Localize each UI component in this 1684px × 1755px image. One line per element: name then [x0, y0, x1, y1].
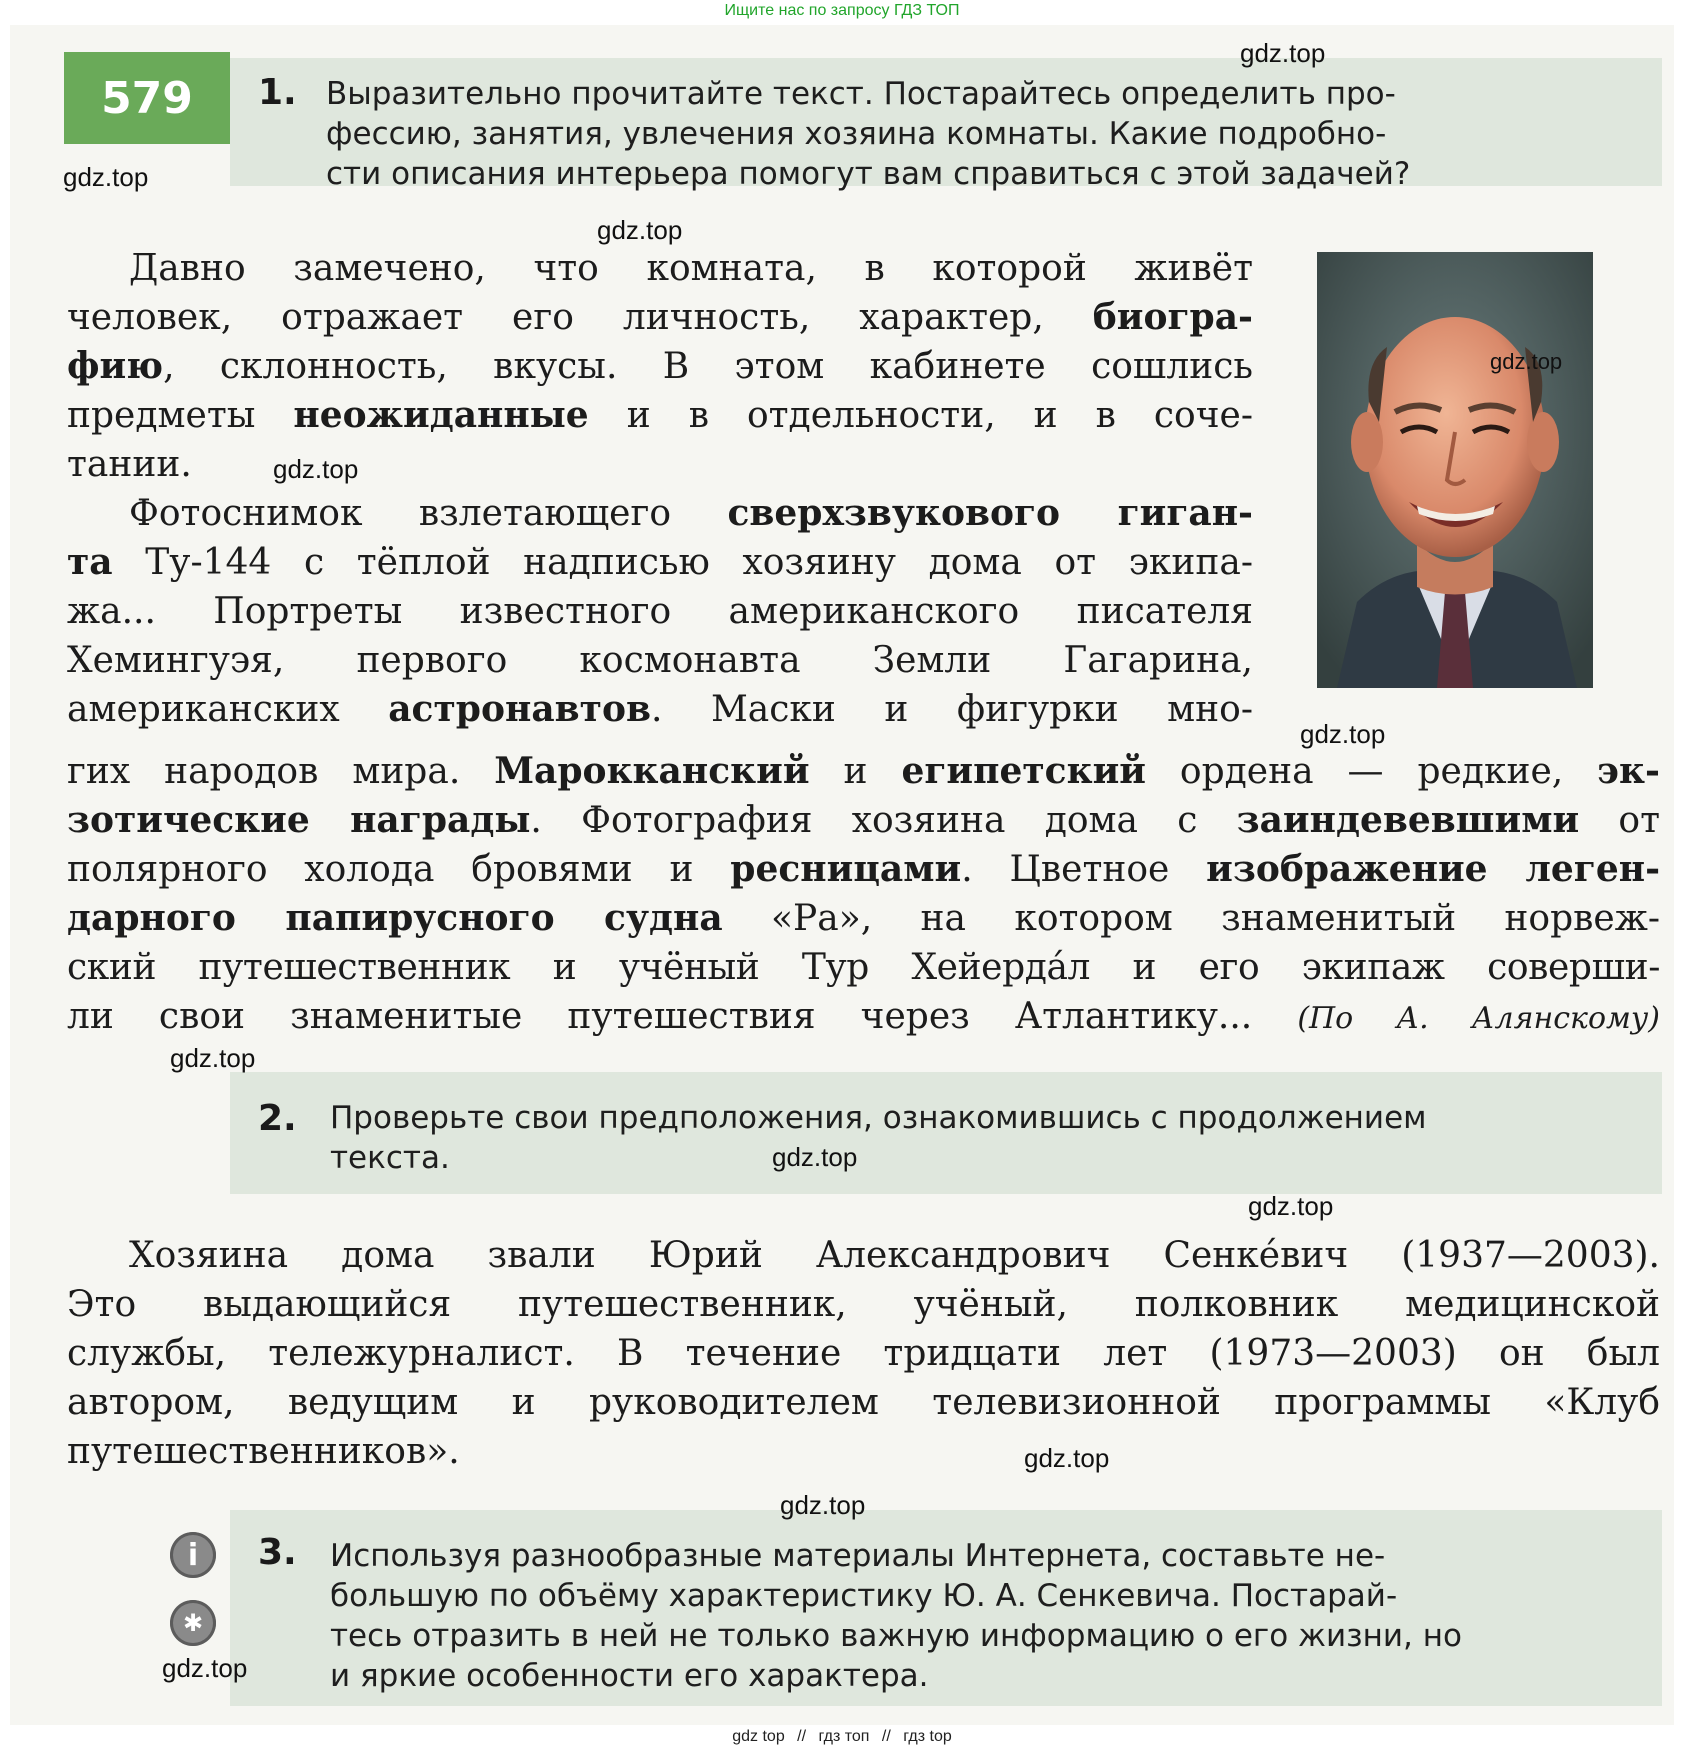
footer-links — [0, 1728, 1684, 1746]
text-line: американских астронавтов. Маски и фигурки мно- — [67, 688, 1254, 730]
footer-link-1[interactable]: gdz top — [732, 1728, 785, 1745]
info-icon: i — [170, 1532, 216, 1578]
footer-link-2[interactable]: гдз топ — [818, 1728, 870, 1745]
text-line: фию, склонность, вкусы. В этом кабинете сошлись — [67, 345, 1253, 387]
watermark: gdz.top — [162, 1653, 248, 1683]
text-line: гих народов мира. Марокканский и египетский ордена — редкие, эк- — [67, 750, 1660, 792]
text-line: жа... Портреты известного американского писателя — [67, 591, 1253, 632]
watermark: gdz.top — [597, 215, 683, 245]
portrait-illustration — [1317, 252, 1593, 688]
text-line: полярного холода бровями и ресницами. Цветное изображение леген- — [67, 848, 1661, 890]
watermark: gdz.top — [772, 1142, 858, 1172]
watermark: gdz.top — [1024, 1443, 1110, 1473]
text-line: ский путешественник и учёный Тур Хейерда́л и его экипаж соверши- — [67, 947, 1660, 988]
watermark: gdz.top — [1240, 38, 1326, 68]
text-line: человек, отражает его личность, характер, биогра- — [67, 296, 1253, 338]
text-line: зотические награды. Фотография хозяина дома с заиндевевшими от — [67, 799, 1660, 841]
task-1-number: 1. — [258, 72, 297, 113]
watermark: gdz.top — [170, 1043, 256, 1073]
main-text-narrow — [67, 244, 1253, 734]
text-line: Фотоснимок взлетающего сверхзвукового гиган- — [129, 492, 1254, 534]
task-3-number: 3. — [258, 1532, 297, 1573]
watermark: gdz.top — [273, 454, 359, 484]
watermark: gdz.top — [63, 162, 149, 192]
task-2-number: 2. — [258, 1098, 297, 1139]
watermark: gdz.top — [780, 1490, 866, 1520]
text-line: Это выдающийся путешественник, учёный, полковник медицинской — [67, 1284, 1660, 1325]
text-line: службы, тележурналист. В течение тридцати лет (1973—2003) он был — [67, 1333, 1660, 1374]
task-3-text: Используя разнообразные материалы Интернета, составьте не- большую по объёму характеристику Ю. А. Сенкевича. Постарай- тесь отразить в ней не только важную информацию о его жизни, но и яркие особенности его характера. — [330, 1538, 1462, 1694]
footer-separator: // — [797, 1728, 807, 1745]
watermark: gdz.top — [1300, 719, 1386, 749]
text-line: Давно замечено, что комната, в которой живёт — [129, 248, 1253, 289]
continuation-text — [67, 1231, 1660, 1476]
watermark: gdz.top — [1248, 1191, 1334, 1221]
task-1-text: Выразительно прочитайте текст. Постарайтесь определить про- фессию, занятия, увлечения хозяина комнаты. Какие подробно- сти описания интерьера помогут вам справиться с этой задачей? — [326, 76, 1411, 192]
text-line: предметы неожиданные и в отдельности, и в соче- — [67, 394, 1253, 436]
portrait-photo — [1317, 252, 1593, 688]
search-hint-link[interactable]: Ищите нас по запросу ГДЗ ТОП — [724, 2, 960, 19]
text-line: дарного папирусного судна «Ра», на котором знаменитый норвеж- — [67, 897, 1660, 939]
text-line: Хемингуэя, первого космонавта Земли Гагарина, — [67, 640, 1253, 681]
footer-link-3[interactable]: гдз top — [903, 1728, 952, 1745]
task-2-text: Проверьте свои предположения, ознакомившись с продолжением текста. — [330, 1100, 1427, 1176]
text-line: ли свои знаменитые путешествия через Атлантику... (По А. Алянскому) — [67, 996, 1660, 1037]
text-line: автором, ведущим и руководителем телевизионной программы «Клуб — [67, 1382, 1660, 1423]
text-line: Хозяина дома звали Юрий Александрович Сенке́вич (1937—2003). — [129, 1235, 1660, 1276]
asterisk-icon: ✱ — [170, 1600, 216, 1646]
watermark: gdz.top — [1490, 349, 1563, 374]
main-text-wide — [67, 747, 1660, 1043]
footer-separator: // — [881, 1728, 891, 1745]
text-line: тании. — [67, 444, 192, 485]
exercise-number-badge: 579 — [64, 52, 230, 144]
text-line: та Ту-144 с тёплой надписью хозяину дома от экипа- — [67, 541, 1253, 583]
text-line: путешественников». — [67, 1431, 460, 1472]
